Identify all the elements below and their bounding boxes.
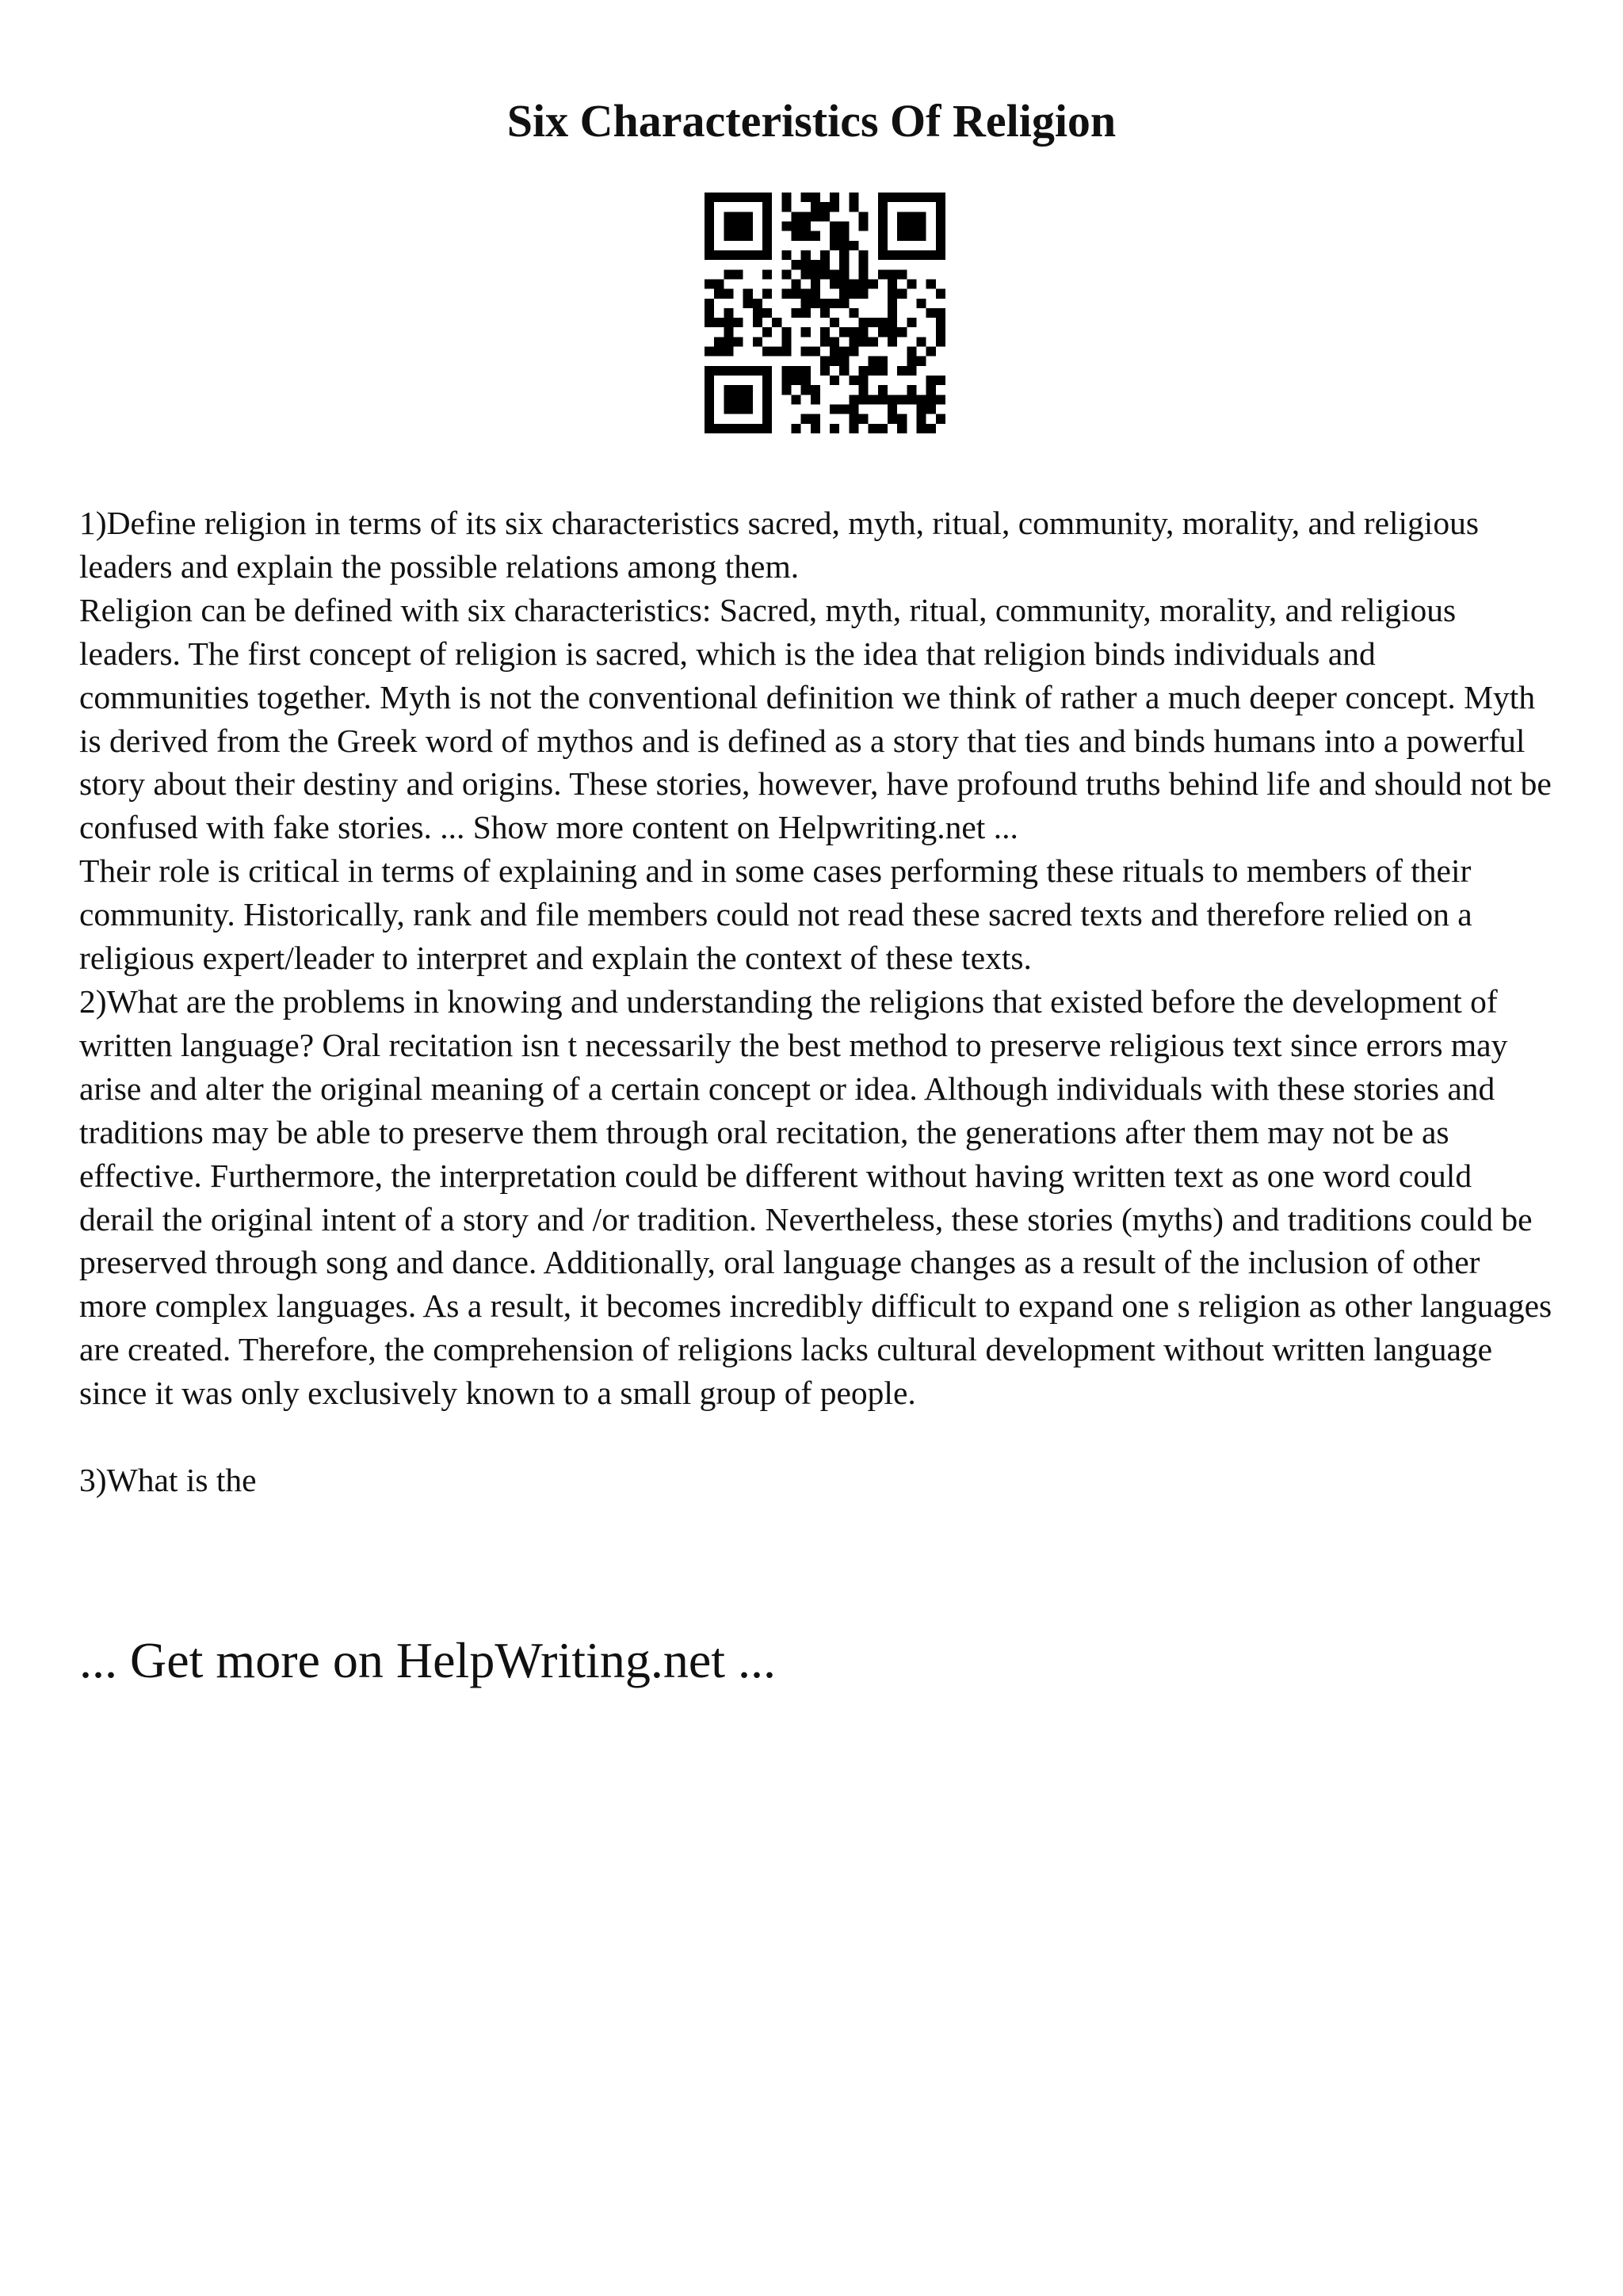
get-more-link[interactable]: ... Get more on HelpWriting.net ...	[79, 1632, 776, 1688]
page-title: Six Characteristics Of Religion	[506, 95, 1117, 147]
answer-1-paragraph: Religion can be defined with six characteristics: Sacred, myth, ritual, community, morality, and religious leaders. The first concept of religion is sacred, which is the idea that religion binds individuals and communities together. Myth is not the conventional definition we think of rather a much deeper concept. Myth is derived from the Greek word of mythos and is defined as a story that ties and binds humans into a powerful story about their destiny and origins. These stories, however, have profound truths behind life and should not be confused with fake stories. ... Show more content on Helpwriting.net ...	[79, 591, 1552, 846]
document-body	[79, 502, 1553, 1502]
answer-1-continuation-paragraph: Their role is critical in terms of explaining and in some cases performing these rituals to members of their community. Historically, rank and file members could not read these sacred texts and therefore relied on a religious expert/leader to interpret and explain the context of these texts.	[79, 852, 1472, 977]
qr-code-icon	[705, 193, 945, 433]
question-2-paragraph: 2)What are the problems in knowing and understanding the religions that existed before the development of written language? Oral recitation isn t necessarily the best method to preserve religious text since errors may arise and alter the original meaning of a certain concept or idea. Although individuals with these stories and traditions may be able to preserve them through oral recitation, the generations after them may not be as effective. Furthermore, the interpretation could be different without having written text as one word could derail the original intent of a story and /or tradition. Nevertheless, these stories (myths) and traditions could be preserved through song and dance. Additionally, oral language changes as a result of the inclusion of other more complex languages. As a result, it becomes incredibly difficult to expand one s religion as other languages are created. Therefore, the comprehension of religions lacks cultural development without written language since it was only exclusively known to a small group of people.	[79, 982, 1552, 1412]
question-3-paragraph: 3)What is the	[79, 1461, 257, 1498]
paragraph-spacer	[79, 1415, 1553, 1459]
question-1-paragraph: 1)Define religion in terms of its six characteristics sacred, myth, ritual, community, morality, and religious leaders and explain the possible relations among them.	[79, 505, 1479, 585]
